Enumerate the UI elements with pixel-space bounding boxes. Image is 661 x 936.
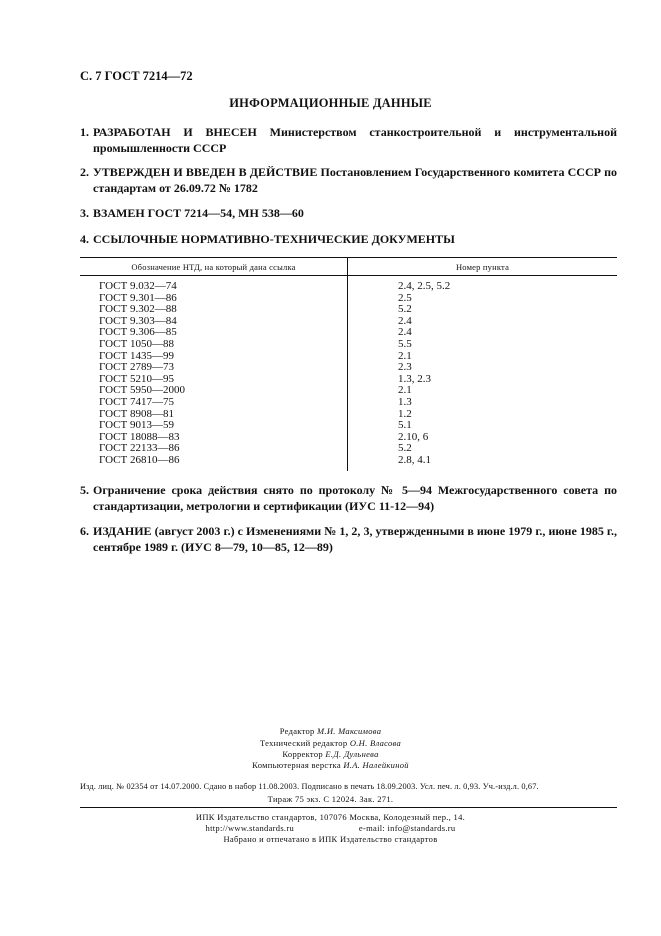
imprint-rule (80, 807, 617, 808)
table-cell-document: ГОСТ 9013—59 (99, 419, 174, 432)
credit-name: И.А. Налейкиной (343, 760, 409, 770)
info-item-2 (80, 164, 617, 196)
table-cell-document: ГОСТ 7417—75 (99, 395, 174, 408)
table-cell-document: ГОСТ 22133—86 (99, 442, 180, 455)
table-cell-clause: 2.5 (398, 291, 412, 304)
credit-name: О.Н. Власова (349, 738, 402, 748)
credit-proofreader (0, 749, 661, 759)
table-cell-document: ГОСТ 9.301—86 (99, 291, 177, 304)
item-lead: ССЫЛОЧНЫЕ НОРМАТИВНО-ТЕХНИЧЕСКИЕ ДОКУМЕНТЫ (93, 232, 455, 246)
table-header-rule (80, 275, 617, 276)
table-cell-document: ГОСТ 18088—83 (99, 430, 180, 443)
table-cell-document: ГОСТ 5950—2000 (99, 384, 185, 397)
section-title: ИНФОРМАЦИОННЫЕ ДАННЫЕ (229, 96, 432, 110)
table-cell-clause: 2.1 (398, 349, 412, 362)
item-number: 1. (80, 125, 89, 139)
table-header-document: Обозначение НТД, на который дана ссылка (131, 262, 296, 272)
table-cell-document: ГОСТ 26810—86 (99, 453, 180, 466)
item-lead: ВЗАМЕН ГОСТ 7214—54, МН 538—60 (93, 206, 304, 220)
table-cell-document: ГОСТ 8908—81 (99, 407, 174, 420)
table-cell-document: ГОСТ 9.303—84 (99, 314, 177, 327)
info-item-1 (80, 124, 617, 156)
table-header-clause: Номер пункта (455, 262, 510, 272)
info-item-3 (80, 205, 617, 221)
table-cell-clause: 5.1 (398, 419, 412, 432)
credit-tech-editor (0, 738, 661, 748)
table-row (80, 397, 617, 409)
print-info-line-1: Изд. лиц. № 02354 от 14.07.2000. Сдано в набор 11.08.2003. Подписано в печать 18.09.2003. Усл. печ. л. 0,93. Уч.-изд.л. 0,67. (80, 782, 539, 791)
print-info-line-2: Тираж 75 экз. С 12024. Зак. 271. (267, 794, 394, 804)
table-row (80, 455, 617, 467)
table-cell-document: ГОСТ 1435—99 (99, 349, 174, 362)
table-cell-clause: 2.3 (398, 361, 412, 374)
table-top-rule (80, 257, 617, 258)
item-lead: ИЗДАНИЕ (93, 524, 152, 538)
table-cell-clause: 5.5 (398, 337, 412, 350)
item-number: 2. (80, 165, 89, 179)
table-cell-clause: 2.10, 6 (398, 430, 429, 443)
item-text: Постановлением Государственного комитета СССР по стандартам от 26.09.72 № 1782 (93, 165, 618, 195)
credit-name: Е.Д. Дульнева (325, 749, 379, 759)
item-text: Ограничение срока действия снято по протоколу № 5—94 Межгосударственного совета по стандартизации, метрологии и сертификации (ИУС 11-12—94) (93, 483, 617, 513)
credit-role: Компьютерная верстка (252, 760, 341, 770)
table-cell-clause: 1.3, 2.3 (398, 372, 431, 385)
table-cell-document: ГОСТ 1050—88 (99, 337, 174, 350)
table-body (80, 281, 617, 467)
table-cell-document: ГОСТ 9.032—74 (99, 280, 177, 292)
publisher-website-link[interactable]: http://www.standards.ru (205, 823, 295, 833)
table-cell-document: ГОСТ 2789—73 (99, 361, 174, 374)
table-cell-clause: 1.2 (398, 407, 412, 420)
item-text: Министерством станкостроительной и инструментальной промышленности СССР (93, 125, 618, 155)
publisher-email-link[interactable]: e-mail: info@standards.ru (358, 823, 456, 833)
publisher-printed-by: Набрано и отпечатано в ИПК Издательство стандартов (223, 834, 438, 844)
publisher-contacts (0, 823, 661, 833)
credit-role: Редактор (279, 726, 315, 736)
table-row (80, 420, 617, 432)
publisher-address: ИПК Издательство стандартов, 107076 Москва, Колодезный пер., 14. (195, 812, 466, 822)
table-cell-clause: 1.3 (398, 395, 412, 408)
table-cell-document: ГОСТ 9.306—85 (99, 326, 177, 339)
page-header: С. 7 ГОСТ 7214—72 (80, 69, 193, 83)
table-row (80, 281, 617, 293)
item-number: 6. (80, 524, 89, 538)
table-cell-document: ГОСТ 5210—95 (99, 372, 174, 385)
table-cell-clause: 5.2 (398, 442, 412, 455)
table-cell-clause: 2.4 (398, 314, 412, 327)
credit-layout (0, 760, 661, 770)
info-item-5 (80, 482, 617, 514)
item-lead: РАЗРАБОТАН И ВНЕСЕН (93, 125, 257, 139)
item-number: 5. (80, 483, 89, 497)
credit-editor (0, 726, 661, 736)
info-item-6 (80, 523, 617, 555)
credit-role: Технический редактор (259, 738, 348, 748)
table-cell-clause: 2.4 (398, 326, 412, 339)
item-number: 3. (80, 206, 89, 220)
table-cell-clause: 5.2 (398, 303, 412, 316)
reference-table (80, 257, 617, 471)
table-cell-clause: 2.8, 4.1 (398, 453, 431, 466)
table-cell-clause: 2.1 (398, 384, 412, 397)
table-cell-document: ГОСТ 9.302—88 (99, 303, 177, 316)
item-text: (август 2003 г.) с Изменениями № 1, 2, 3, утвержденными в июне 1979 г., июне 1985 г., сентябре 1989 г. (ИУС 8—79, 10—85, 12—89) (93, 524, 618, 554)
item-number: 4. (80, 232, 89, 246)
credit-name: М.И. Максимова (317, 726, 382, 736)
item-lead: УТВЕРЖДЕН И ВВЕДЕН В ДЕЙСТВИЕ (93, 165, 318, 179)
credit-role: Корректор (282, 749, 323, 759)
table-cell-clause: 2.4, 2.5, 5.2 (398, 280, 451, 292)
info-item-4 (80, 231, 617, 247)
table-row (80, 362, 617, 374)
table-row (80, 339, 617, 351)
